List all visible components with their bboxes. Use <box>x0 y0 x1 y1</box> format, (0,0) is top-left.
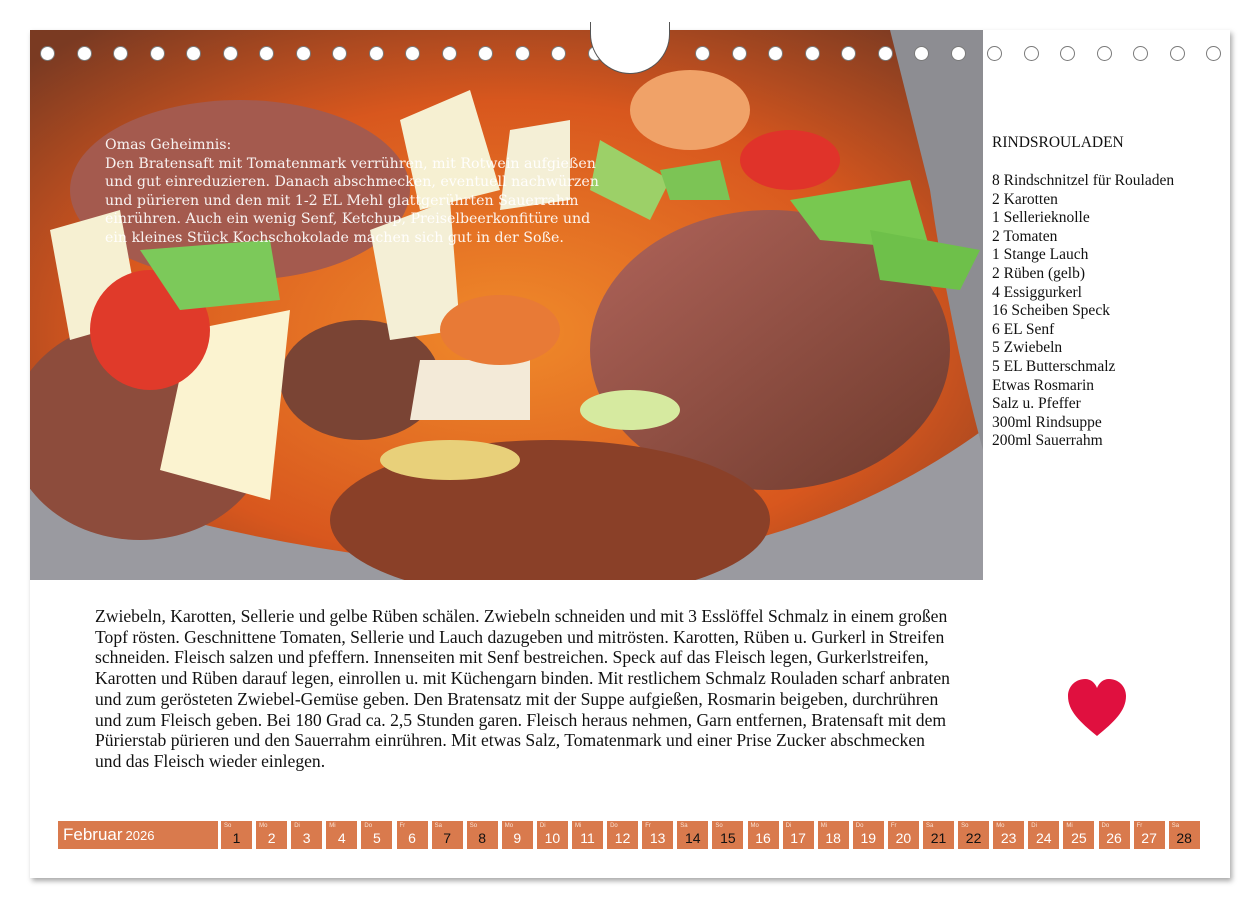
binding-ring <box>732 46 747 61</box>
calendar-day <box>642 821 673 849</box>
ingredient-item: 2 Rüben (gelb) <box>992 264 1085 282</box>
day-number: 4 <box>337 830 346 846</box>
ingredient-item: 200ml Sauerrahm <box>992 432 1103 450</box>
weekday-label: Fr <box>645 823 651 829</box>
calendar-day <box>361 821 392 849</box>
binding-ring <box>40 46 55 61</box>
day-number: 28 <box>1176 830 1192 846</box>
binding-ring <box>841 46 856 61</box>
calendar-day <box>1099 821 1130 849</box>
binding-ring <box>296 46 311 61</box>
weekday-label: So <box>961 823 969 829</box>
ingredient-item: 2 Tomaten <box>992 227 1058 245</box>
day-number: 27 <box>1141 830 1157 846</box>
binding-ring <box>1097 46 1112 61</box>
calendar-day <box>221 821 252 849</box>
weekday-label: Sa <box>1171 823 1180 829</box>
weekday-label: Mo <box>750 823 759 829</box>
binding-ring <box>768 46 783 61</box>
month-year: 2026 <box>125 828 155 843</box>
ingredient-item: 1 Sellerieknolle <box>992 209 1090 227</box>
binding-ring <box>1133 46 1148 61</box>
calendar-day <box>1134 821 1165 849</box>
weekday-label: Mi <box>575 823 582 829</box>
weekday-label: Sa <box>680 823 688 829</box>
calendar-day <box>256 821 287 849</box>
calendar-day <box>993 821 1024 849</box>
ingredient-item: Etwas Rosmarin <box>992 376 1095 394</box>
day-number: 13 <box>649 830 666 846</box>
day-number: 2 <box>267 830 276 846</box>
recipe-photo <box>30 30 983 580</box>
ingredient-item: 1 Stange Lauch <box>992 246 1089 264</box>
binding-ring <box>113 46 128 61</box>
binding-ring <box>551 46 566 61</box>
day-number: 20 <box>895 830 912 846</box>
binding-ring <box>515 46 530 61</box>
calendar-day <box>572 821 603 849</box>
day-number: 8 <box>478 830 487 846</box>
weekday-label: Mo <box>504 823 514 829</box>
ingredient-item: 2 Karotten <box>992 190 1058 208</box>
day-number: 12 <box>614 830 631 846</box>
recipe-title: RINDSROULADEN <box>992 134 1124 151</box>
secret-heading: Omas Geheimnis: <box>105 137 232 153</box>
calendar-day <box>502 821 533 849</box>
weekday-label: Do <box>855 823 864 829</box>
calendar-day <box>923 821 954 849</box>
day-number: 17 <box>790 830 806 846</box>
ingredient-item: Salz u. Pfeffer <box>992 395 1081 413</box>
recipe-instructions: Zwiebeln, Karotten, Sellerie und gelbe Rüben schälen. Zwiebeln schneiden und mit 3 Esslöffel Schmalz in einem großen Topf rösten. Geschnittene Tomaten, Sellerie und Lauch dazugeben und mitrösten. Karotten, Rüben u. Gurkerl in Streifen schneiden. Fleisch salzen und pfeffern. Innenseiten mit Senf bestreichen. Speck auf das Fleisch legen, Gurkerlstreifen, Karotten und Rüben darauf legen, einrollen u. mit Küchengarn binden. Mit restlichem Schmalz Rouladen scharf anbraten und zum gerösteten Zwiebel-Gemüse geben. Den Bratensatz mit der Suppe aufgießen, Rosmarin beigeben, durchrühren und zum Fleisch geben. Bei 180 Grad ca. 2,5 Stunden garen. Fleisch heraus nehmen, Garn entfernen, Bratensaft mit dem Pürierstab pürieren und den Sauerrahm einrühren. Mit etwas Salz, Tomatenmark und einer Prise Zucker abschmecken und das Fleisch wieder einlegen. <box>95 606 950 771</box>
weekday-label: So <box>469 823 478 829</box>
heart-icon <box>1066 678 1128 738</box>
weekday-label: Mo <box>996 823 1005 829</box>
weekday-label: Sa <box>434 823 442 829</box>
binding-ring <box>442 46 457 61</box>
day-number: 1 <box>232 830 241 846</box>
day-number: 5 <box>372 830 381 846</box>
day-number: 26 <box>1106 830 1122 846</box>
ingredient-item: 5 EL Butterschmalz <box>992 357 1116 375</box>
calendar-day <box>467 821 498 849</box>
binding-ring <box>914 46 929 61</box>
weekday-label: Di <box>785 823 792 829</box>
binding-ring <box>478 46 493 61</box>
weekday-label: So <box>224 823 232 829</box>
day-number: 21 <box>930 830 947 846</box>
weekday-label: Di <box>294 823 300 829</box>
weekday-label: Mi <box>820 823 828 829</box>
day-number: 6 <box>408 830 416 846</box>
day-number: 19 <box>860 830 877 846</box>
day-number: 15 <box>720 830 736 846</box>
binding-ring <box>332 46 347 61</box>
calendar-day <box>607 821 638 849</box>
weekday-label: Do <box>1101 823 1110 829</box>
day-number: 9 <box>513 830 522 846</box>
ingredient-item: 4 Essiggurkerl <box>992 283 1082 301</box>
day-number: 25 <box>1071 830 1087 846</box>
calendar-day <box>432 821 463 849</box>
weekday-label: Di <box>1031 823 1037 829</box>
calendar-day <box>783 821 814 849</box>
month-label <box>58 821 218 849</box>
binding-ring <box>805 46 820 61</box>
calendar-day <box>888 821 919 849</box>
binding-ring <box>878 46 893 61</box>
day-number: 3 <box>302 830 311 846</box>
weekday-label: Fr <box>399 823 406 829</box>
binding-ring <box>259 46 274 61</box>
binding-ring <box>223 46 238 61</box>
calendar-day <box>397 821 428 849</box>
calendar-day <box>677 821 708 849</box>
day-number: 18 <box>825 830 841 846</box>
calendar-day <box>818 821 849 849</box>
weekday-label: Do <box>610 823 618 829</box>
day-number: 24 <box>1036 830 1052 846</box>
weekday-label: Fr <box>1136 823 1143 829</box>
weekday-label: Do <box>364 823 373 829</box>
ingredient-item: 5 Zwiebeln <box>992 339 1063 357</box>
day-number: 16 <box>755 830 771 846</box>
ingredient-item: 300ml Rindsuppe <box>992 413 1102 431</box>
weekday-label: Di <box>539 823 546 829</box>
ingredient-item: 16 Scheiben Speck <box>992 302 1110 320</box>
weekday-label: Mo <box>259 823 268 829</box>
day-number: 10 <box>544 830 561 846</box>
calendar-day <box>537 821 568 849</box>
binding-ring <box>1060 46 1075 61</box>
month-name: Februar <box>63 825 123 844</box>
binding-ring <box>1170 46 1185 61</box>
day-number: 14 <box>685 830 701 846</box>
binding-ring <box>186 46 201 61</box>
secret-tip <box>105 136 605 247</box>
calendar-day <box>1028 821 1059 849</box>
binding-ring <box>1024 46 1039 61</box>
ingredient-list <box>992 172 1174 451</box>
secret-text: Den Bratensaft mit Tomatenmark verrühren, mit Rotwein aufgießen und gut einreduzieren. Danach abschmecken, eventuell nachwürzen und pürieren und den mit 1-2 EL Mehl glattgerührten Sauerrahm einrühren. Auch ein wenig Senf, Ketchup, Preiselbeerkonfitüre und ein kleines Stück Kochschokolade machen sich gut in der Soße. <box>105 155 599 246</box>
binding-ring <box>951 46 966 61</box>
calendar-day <box>291 821 322 849</box>
binding-ring <box>987 46 1002 61</box>
binding-ring <box>405 46 420 61</box>
day-number: 7 <box>443 830 451 846</box>
calendar-day <box>326 821 357 849</box>
binding-ring <box>369 46 384 61</box>
ingredient-item: 6 EL Senf <box>992 320 1055 338</box>
weekday-label: Fr <box>890 823 897 829</box>
ingredient-item: 8 Rindschnitzel für Rouladen <box>992 172 1175 189</box>
calendar-day <box>853 821 884 849</box>
calendar-day <box>748 821 779 849</box>
weekday-label: Mi <box>329 823 336 829</box>
day-number: 11 <box>580 830 595 846</box>
binding-ring <box>1206 46 1221 61</box>
calendar-day <box>958 821 989 849</box>
day-number: 22 <box>965 830 982 846</box>
weekday-label: So <box>715 823 723 829</box>
calendar-day <box>1169 821 1200 849</box>
binding-ring <box>150 46 165 61</box>
calendar-day <box>712 821 743 849</box>
binding-ring <box>77 46 92 61</box>
binding-ring <box>695 46 710 61</box>
weekday-label: Sa <box>926 823 934 829</box>
day-number: 23 <box>1000 830 1017 846</box>
weekday-label: Mi <box>1066 823 1073 829</box>
calendar-day <box>1063 821 1094 849</box>
